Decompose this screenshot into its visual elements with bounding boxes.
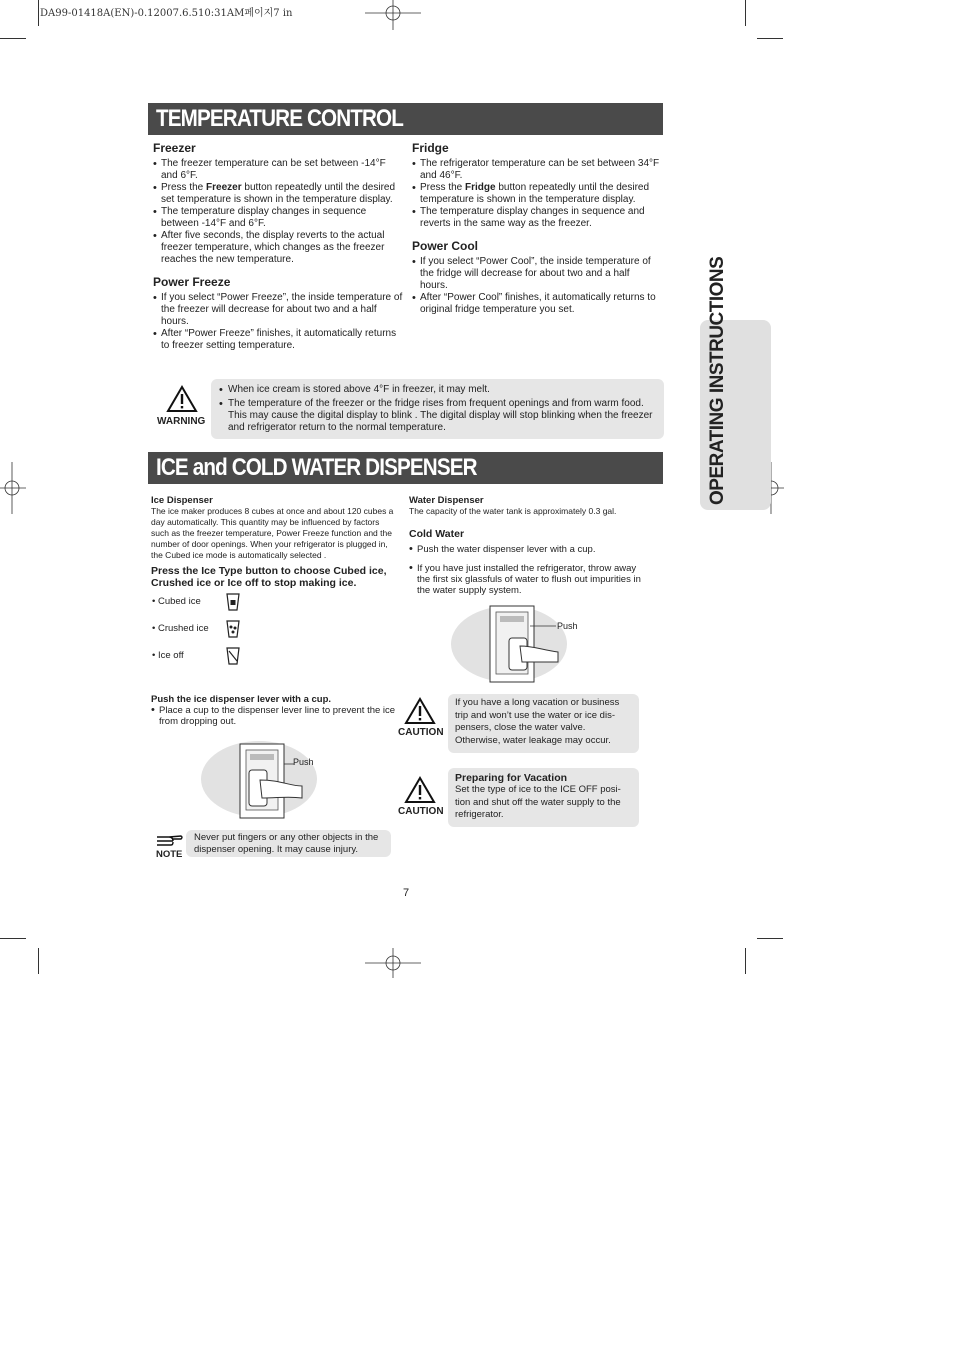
note-box bbox=[186, 830, 391, 857]
fridge-heading: Fridge bbox=[412, 141, 449, 155]
caution-label-2: CAUTION bbox=[398, 806, 444, 817]
warning-bullet-2: • The temperature of the freezer or the fridge rises from frequent openings and from warm food. This may cause the digital display to blink . The digital display will stop blinking when the freezer and refrigerator return to the normal temperature. bbox=[219, 398, 654, 434]
warning-label: WARNING bbox=[157, 416, 206, 427]
caution-text-1: If you have a long vacation or business trip and won’t use the water or ice dis-pensers, close the water valve. Otherwise, water leakage may occur. bbox=[455, 697, 620, 746]
registration-mark-top bbox=[365, 0, 421, 30]
freezer-bullet-4: • After five seconds, the display reverts to the actual freezer temperature, which changes as the freezer reaches the new temperature. bbox=[153, 230, 405, 266]
push-label-ice: Push bbox=[293, 757, 314, 767]
water-dispenser-column bbox=[409, 495, 649, 598]
freezer-bullet-2: • Press the Freezer button repeatedly until the desired set temperature is shown in the temperature display. bbox=[153, 182, 405, 206]
pointing-hand-icon bbox=[155, 832, 185, 850]
option-cubed-ice: • Cubed ice bbox=[152, 596, 201, 607]
caution-label-1: CAUTION bbox=[398, 727, 444, 738]
warning-bullet-1: • When ice cream is stored above 4°F in freezer, it may melt. bbox=[219, 384, 654, 396]
section-title-ice-water: ICE and COLD WATER DISPENSER bbox=[148, 452, 663, 484]
push-label-water: Push bbox=[557, 621, 578, 631]
cold-water-heading: Cold Water bbox=[409, 528, 465, 540]
cubed-ice-icon bbox=[225, 593, 241, 611]
crushed-ice-icon bbox=[225, 620, 241, 638]
power-freeze-bullet-1: • If you select “Power Freeze”, the inside temperature of the freezer will decrease for about two and a half hours. bbox=[153, 292, 405, 328]
ice-dispenser-text: The ice maker produces 8 cubes at once and about 120 cubes a day automatically. This quantity may be influenced by factors such as the freezer temperature, Power Freeze function and the number of door openings. When your refrigerator is plugged in, the Cubed ice mode is automatically selected . bbox=[151, 506, 394, 560]
note-text: Never put fingers or any other objects in the dispenser opening. It may cause injury. bbox=[194, 832, 379, 855]
cold-water-bullet-1: • Push the water dispenser lever with a cup. bbox=[409, 544, 649, 555]
freezer-bullet-1: • The freezer temperature can be set between -14°F and 6°F. bbox=[153, 158, 405, 182]
caution-box-1 bbox=[448, 694, 639, 753]
caution-text-2: Set the type of ice to the ICE OFF posi-tion and shut off the water supply to the refrigerator. bbox=[455, 784, 621, 820]
fridge-bullet-2: • Press the Fridge button repeatedly until the desired temperature is shown in the temperature display. bbox=[412, 182, 660, 206]
ice-dispenser-heading: Ice Dispenser bbox=[151, 495, 213, 506]
power-cool-heading: Power Cool bbox=[412, 239, 479, 253]
caution-box-2 bbox=[448, 768, 639, 827]
option-ice-off: • Ice off bbox=[152, 650, 184, 661]
fridge-bullet-3: • The temperature display changes in sequence and reverts in the same way as the freezer. bbox=[412, 206, 660, 230]
power-freeze-heading: Power Freeze bbox=[153, 275, 231, 289]
power-cool-bullet-1: • If you select “Power Cool”, the inside temperature of the fridge will decrease for about two and a half hours. bbox=[412, 256, 660, 292]
freezer-column bbox=[153, 141, 405, 352]
water-dispenser-text: The capacity of the water tank is approximately 0.3 gal. bbox=[409, 506, 617, 516]
ice-dispenser-illustration bbox=[200, 740, 320, 820]
push-ice-bullet: • Place a cup to the dispenser lever line to prevent the ice from dropping out. bbox=[151, 705, 397, 727]
water-dispenser-illustration bbox=[450, 604, 570, 684]
print-header: DA99-01418A(EN)-0.12007.6.510:31AM페이지7 in bbox=[40, 8, 293, 19]
ice-off-icon bbox=[225, 647, 241, 665]
freezer-bullet-3: • The temperature display changes in sequence between -14°F and 6°F. bbox=[153, 206, 405, 230]
power-cool-bullet-2: • After “Power Cool” finishes, it automatically returns to original fridge temperature you set. bbox=[412, 292, 660, 316]
caution-icon bbox=[404, 697, 436, 725]
note-label: NOTE bbox=[156, 849, 183, 860]
fridge-column bbox=[412, 141, 660, 316]
ice-type-instruction: Press the Ice Type button to choose Cubed ice, Crushed ice or Ice off to stop making ice. bbox=[151, 565, 387, 589]
fridge-bullet-1: • The refrigerator temperature can be set between 34°F and 46°F. bbox=[412, 158, 660, 182]
section-title-temperature: TEMPERATURE CONTROL bbox=[148, 103, 663, 135]
cold-water-bullet-2: • If you have just installed the refrigerator, throw away the first six glassfuls of water to flush out impurities in the water supply system. bbox=[409, 563, 649, 596]
freezer-heading: Freezer bbox=[153, 141, 196, 155]
ice-dispenser-column bbox=[151, 495, 397, 589]
power-freeze-bullet-2: • After “Power Freeze” finishes, it automatically returns to freezer setting temperature. bbox=[153, 328, 405, 352]
caution-icon-2 bbox=[404, 776, 436, 804]
warning-icon bbox=[166, 385, 198, 413]
push-ice-column bbox=[151, 694, 397, 729]
caution-heading-2: Preparing for Vacation bbox=[455, 772, 568, 784]
registration-mark-bottom bbox=[365, 948, 421, 978]
warning-box bbox=[211, 379, 664, 439]
page-number: 7 bbox=[403, 887, 410, 899]
push-ice-heading: Push the ice dispenser lever with a cup. bbox=[151, 694, 332, 705]
water-dispenser-heading: Water Dispenser bbox=[409, 495, 484, 506]
side-tab-label: OPERATING INSTRUCTIONS bbox=[707, 256, 728, 505]
option-crushed-ice: • Crushed ice bbox=[152, 623, 209, 634]
registration-mark-left bbox=[0, 462, 26, 514]
